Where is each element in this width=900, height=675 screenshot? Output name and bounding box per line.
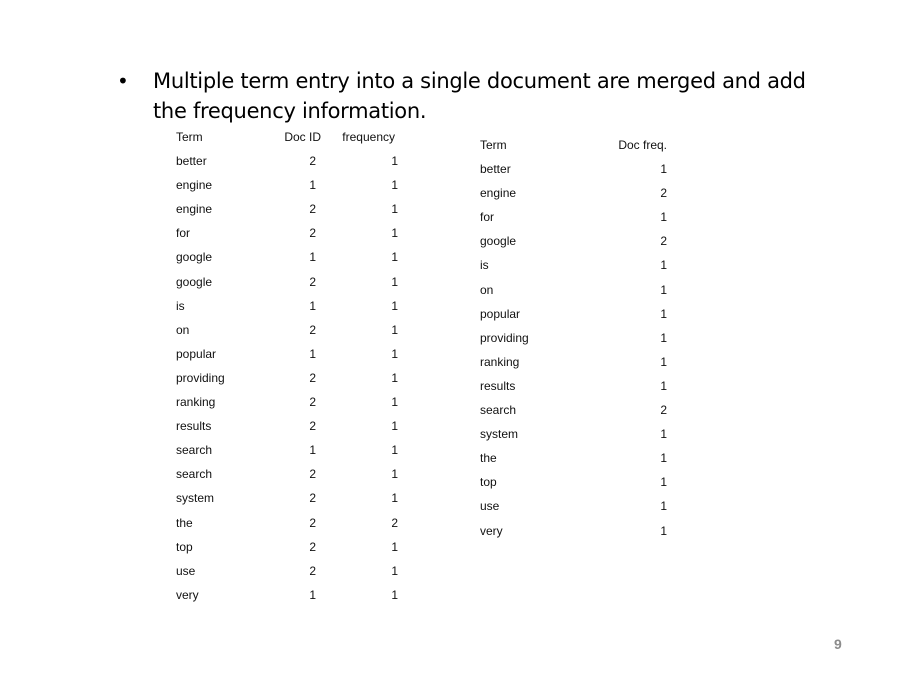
cell-term: search [480, 403, 517, 418]
table-row [176, 250, 416, 274]
cell-term: very [480, 523, 503, 538]
cell-term: on [480, 282, 494, 297]
table-row [176, 323, 416, 347]
cell-doc-id: 1 [309, 250, 316, 265]
cell-doc-freq: 2 [660, 186, 667, 201]
table-row [480, 186, 680, 210]
doc-frequency-table-header [480, 138, 680, 162]
table-row [176, 588, 416, 612]
cell-term: for [176, 226, 191, 241]
cell-doc-id: 2 [309, 539, 316, 554]
page-number: 9 [834, 636, 842, 652]
cell-term: for [480, 210, 495, 225]
cell-doc-id: 2 [309, 563, 316, 578]
cell-term: search [176, 443, 213, 458]
cell-doc-id: 2 [309, 154, 316, 169]
table-row [480, 427, 680, 451]
cell-doc-freq: 2 [660, 234, 667, 249]
header-doc-freq: Doc freq. [618, 138, 667, 152]
cell-term: providing [480, 330, 529, 345]
header-term: Term [176, 130, 203, 144]
doc-frequency-table-body [480, 162, 680, 548]
cell-term: use [176, 563, 196, 578]
cell-term: engine [176, 178, 213, 193]
header-doc-id: Doc ID [284, 130, 321, 144]
postings-table [176, 130, 416, 612]
cell-frequency: 1 [391, 322, 398, 337]
cell-frequency: 1 [391, 202, 398, 217]
table-row [176, 202, 416, 226]
table-row [480, 307, 680, 331]
cell-term: system [480, 427, 519, 442]
cell-doc-id: 2 [309, 467, 316, 482]
postings-table-body [176, 154, 416, 612]
cell-term: better [176, 154, 207, 169]
cell-term: google [176, 274, 213, 289]
cell-term: providing [176, 370, 225, 385]
cell-term: top [480, 475, 497, 490]
cell-frequency: 1 [391, 443, 398, 458]
cell-frequency: 2 [391, 515, 398, 530]
table-row [176, 275, 416, 299]
cell-doc-freq: 1 [660, 162, 667, 177]
cell-doc-freq: 1 [660, 306, 667, 321]
table-row [176, 226, 416, 250]
cell-frequency: 1 [391, 250, 398, 265]
cell-doc-freq: 1 [660, 330, 667, 345]
cell-frequency: 1 [391, 346, 398, 361]
cell-doc-freq: 1 [660, 378, 667, 393]
cell-doc-id: 2 [309, 274, 316, 289]
table-row [176, 154, 416, 178]
cell-term: popular [480, 306, 521, 321]
table-row [480, 355, 680, 379]
cell-doc-id: 1 [309, 178, 316, 193]
cell-term: is [176, 298, 185, 313]
cell-doc-id: 1 [309, 298, 316, 313]
table-row [176, 178, 416, 202]
table-row [480, 258, 680, 282]
cell-doc-id: 1 [309, 443, 316, 458]
cell-term: very [176, 587, 199, 602]
table-row [176, 564, 416, 588]
cell-term: better [480, 162, 511, 177]
table-row [176, 443, 416, 467]
cell-term: popular [176, 346, 217, 361]
cell-frequency: 1 [391, 395, 398, 410]
table-row [176, 371, 416, 395]
cell-doc-freq: 1 [660, 258, 667, 273]
table-row [176, 395, 416, 419]
cell-term: engine [176, 202, 213, 217]
cell-term: results [480, 378, 516, 393]
bullet-point [117, 66, 837, 126]
cell-term: ranking [480, 354, 520, 369]
cell-frequency: 1 [391, 178, 398, 193]
cell-frequency: 1 [391, 563, 398, 578]
cell-frequency: 1 [391, 298, 398, 313]
cell-frequency: 1 [391, 370, 398, 385]
cell-doc-freq: 1 [660, 499, 667, 514]
table-row [480, 283, 680, 307]
cell-term: search [176, 467, 213, 482]
table-row [480, 379, 680, 403]
table-row [480, 451, 680, 475]
table-row [176, 491, 416, 515]
cell-term: the [176, 515, 193, 530]
doc-frequency-table [480, 138, 680, 548]
cell-term: use [480, 499, 500, 514]
cell-term: top [176, 539, 193, 554]
cell-doc-freq: 1 [660, 427, 667, 442]
cell-term: system [176, 491, 215, 506]
table-row [176, 540, 416, 564]
cell-term: google [176, 250, 213, 265]
cell-term: is [480, 258, 489, 273]
cell-doc-id: 2 [309, 370, 316, 385]
cell-term: on [176, 322, 190, 337]
table-row [176, 516, 416, 540]
table-row [480, 499, 680, 523]
cell-term: ranking [176, 395, 216, 410]
cell-doc-id: 2 [309, 491, 316, 506]
cell-frequency: 1 [391, 539, 398, 554]
table-row [480, 331, 680, 355]
cell-frequency: 1 [391, 274, 398, 289]
cell-doc-freq: 1 [660, 210, 667, 225]
table-row [480, 524, 680, 548]
cell-doc-freq: 1 [660, 282, 667, 297]
table-row [480, 475, 680, 499]
cell-doc-freq: 1 [660, 523, 667, 538]
cell-frequency: 1 [391, 154, 398, 169]
header-frequency: frequency [342, 130, 395, 144]
cell-doc-id: 2 [309, 395, 316, 410]
table-row [176, 347, 416, 371]
cell-frequency: 1 [391, 491, 398, 506]
table-row [480, 234, 680, 258]
cell-term: google [480, 234, 517, 249]
cell-doc-freq: 1 [660, 451, 667, 466]
cell-doc-freq: 2 [660, 403, 667, 418]
cell-doc-id: 1 [309, 346, 316, 361]
cell-doc-id: 1 [309, 587, 316, 602]
cell-doc-id: 2 [309, 419, 316, 434]
cell-doc-id: 2 [309, 515, 316, 530]
cell-doc-freq: 1 [660, 354, 667, 369]
bullet-glyph: • [117, 69, 129, 93]
cell-frequency: 1 [391, 419, 398, 434]
table-row [176, 419, 416, 443]
postings-table-header [176, 130, 416, 154]
table-row [480, 162, 680, 186]
cell-doc-id: 2 [309, 226, 316, 241]
header-term: Term [480, 138, 507, 152]
cell-frequency: 1 [391, 226, 398, 241]
table-row [480, 403, 680, 427]
cell-frequency: 1 [391, 587, 398, 602]
cell-term: engine [480, 186, 517, 201]
table-row [176, 467, 416, 491]
table-row [480, 210, 680, 234]
table-row [176, 299, 416, 323]
cell-frequency: 1 [391, 467, 398, 482]
cell-doc-freq: 1 [660, 475, 667, 490]
cell-term: results [176, 419, 212, 434]
bullet-text: Multiple term entry into a single document are merged and add the frequency information. [153, 69, 806, 123]
cell-doc-id: 2 [309, 322, 316, 337]
cell-doc-id: 2 [309, 202, 316, 217]
cell-term: the [480, 451, 497, 466]
